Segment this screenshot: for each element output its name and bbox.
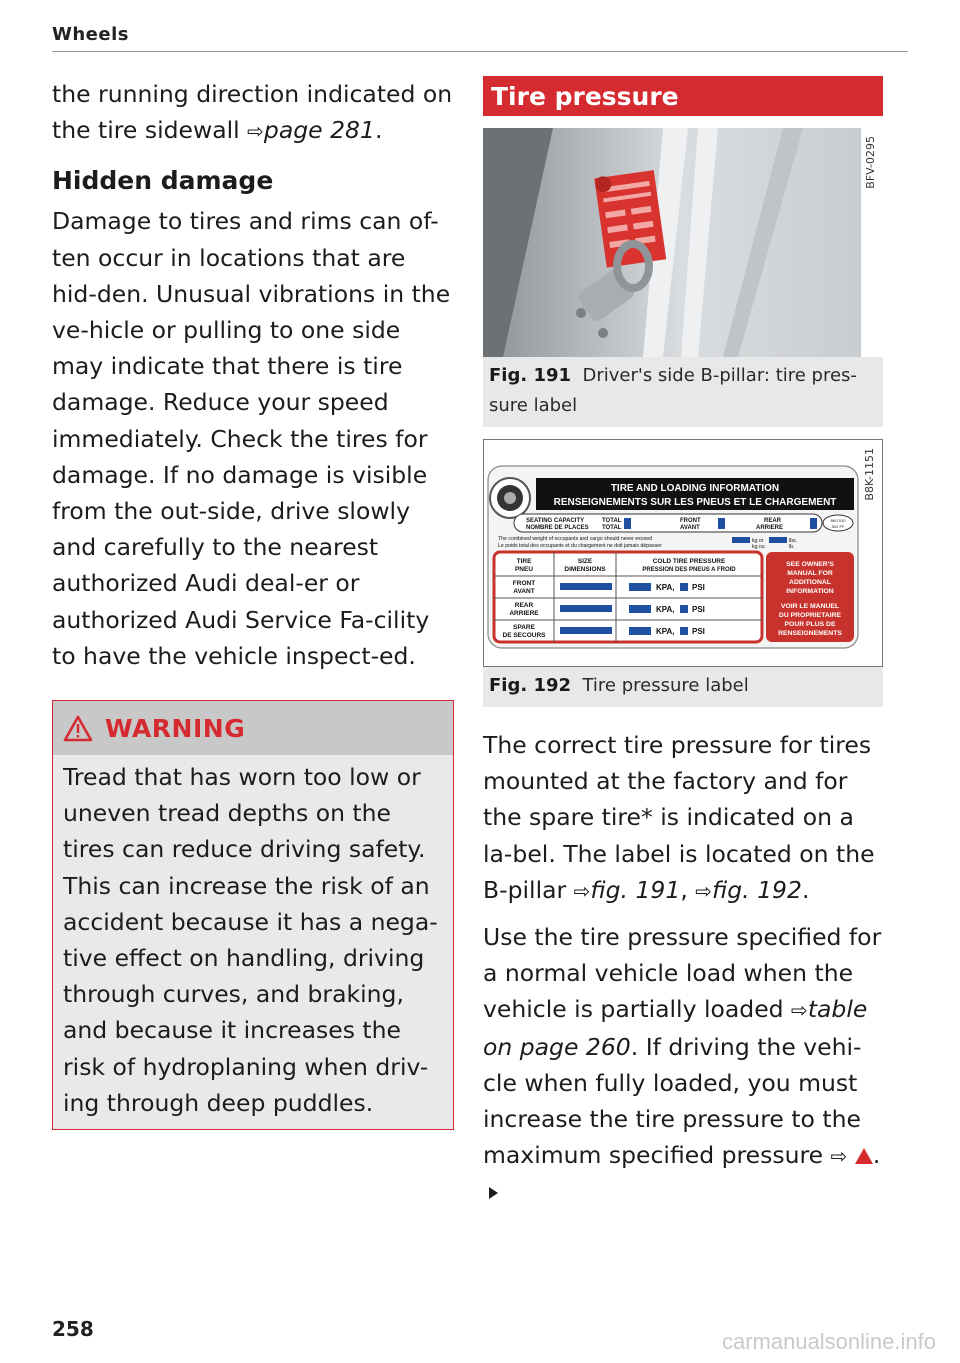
svg-text:PSI: PSI — [692, 605, 705, 614]
figure-code: B8K-1151 — [860, 440, 882, 666]
svg-text:KPA,: KPA, — [656, 583, 675, 592]
warning-header — [53, 701, 453, 755]
svg-text:RENSEIGNEMENTS SUR LES PNEUS E: RENSEIGNEMENTS SUR LES PNEUS ET LE CHARGEMENT — [553, 497, 837, 508]
paragraph-running-direction: the running direction indicated on the tire sidewall ⇨page 281. — [52, 80, 453, 145]
svg-text:DIMENSIONS: DIMENSIONS — [564, 566, 606, 573]
svg-text:DU PROPRIETAIRE: DU PROPRIETAIRE — [778, 612, 842, 619]
figure-code: BFV-0295 — [861, 128, 883, 357]
tire-loading-placard — [484, 440, 859, 666]
svg-text:KPA,: KPA, — [656, 627, 675, 636]
svg-text:kg ou: kg ou — [752, 544, 765, 550]
svg-text:SEATING CAPACITY: SEATING CAPACITY — [526, 518, 585, 524]
warning-triangle-icon — [63, 715, 93, 742]
svg-text:AVANT: AVANT — [680, 525, 700, 531]
svg-text:ARRIERE: ARRIERE — [756, 525, 784, 531]
svg-text:SIZE: SIZE — [577, 558, 593, 565]
svg-text:RENSEIGNEMENTS: RENSEIGNEMENTS — [778, 630, 842, 637]
svg-text:The combined weight of occupan: The combined weight of occupants and cargo should never exceed — [498, 536, 652, 542]
b-pillar-illustration — [483, 128, 883, 357]
svg-text:TOTAL: TOTAL — [602, 518, 622, 524]
svg-text:lbs.: lbs. — [789, 538, 798, 544]
svg-text:502 FF: 502 FF — [831, 524, 845, 529]
figure-192-link[interactable]: fig. 192 — [712, 875, 802, 904]
svg-text:NOMBRE DE PLACES: NOMBRE DE PLACES — [526, 525, 589, 531]
svg-text:PSI: PSI — [692, 627, 705, 636]
hidden-damage-heading: Hidden damage — [52, 166, 274, 196]
b-pillar-photo — [483, 128, 883, 357]
svg-text:FRONT: FRONT — [680, 518, 701, 524]
paragraph-correct-pressure: The correct tire pressure for tires mounted at the factory and for the spare tire* is indicated on a la-bel. The label is located on the B-pillar ⇨fig. 191, ⇨fig. 192. — [483, 731, 875, 904]
svg-text:ADDITIONAL: ADDITIONAL — [789, 579, 831, 586]
figure-191-caption: Fig. 191 Driver's side B-pillar: tire pres-sure label — [489, 365, 857, 416]
figure-191 — [483, 128, 883, 427]
svg-text:lb.: lb. — [789, 544, 795, 550]
svg-text:INFORMATION: INFORMATION — [786, 588, 834, 595]
svg-text:SPARE: SPARE — [513, 624, 535, 631]
svg-text:TIRE: TIRE — [516, 558, 532, 565]
svg-text:FRONT: FRONT — [512, 580, 536, 587]
warning-text: Tread that has worn too low or uneven tread depths on the tires can reduce driving safety. This can increase the risk of an accident because it has a nega-tive effect on handling, driving through curves, and braking, and because it increases the risk of hydroplaning when driv-ing through deep puddles. — [63, 763, 438, 1117]
svg-text:ARRIERE: ARRIERE — [509, 610, 539, 617]
figure-191-link[interactable]: fig. 191 — [590, 875, 681, 904]
svg-text:MANUAL FOR: MANUAL FOR — [787, 570, 833, 577]
svg-text:PRESSION DES PNEUS A FROID: PRESSION DES PNEUS A FROID — [642, 567, 736, 573]
warning-box — [52, 700, 454, 1130]
svg-text:REAR: REAR — [764, 518, 782, 524]
svg-text:PNEU: PNEU — [514, 566, 534, 573]
svg-text:SEE OWNER'S: SEE OWNER'S — [786, 561, 834, 568]
arrow-icon: ⇨ — [791, 998, 808, 1023]
left-column — [52, 76, 454, 1130]
svg-text:Le poids total des occupants e: Le poids total des occupants et du chargement ne doit jamais dépasser — [498, 543, 662, 549]
figure-192 — [483, 439, 883, 707]
arrow-icon: ⇨ — [830, 1144, 848, 1169]
right-column — [483, 76, 883, 1211]
svg-text:VOIR LE MANUEL: VOIR LE MANUEL — [780, 603, 840, 610]
section-title: Tire pressure — [483, 76, 883, 116]
svg-text:8K0 010: 8K0 010 — [830, 518, 846, 523]
table-link[interactable]: table on page 260 — [483, 995, 868, 1061]
svg-text:POUR PLUS DE: POUR PLUS DE — [784, 621, 836, 628]
arrow-icon: ⇨ — [695, 878, 713, 903]
tire-pressure-label-illustration — [483, 439, 883, 667]
svg-text:TIRE AND LOADING INFORMATION: TIRE AND LOADING INFORMATION — [610, 483, 780, 494]
warning-title: WARNING — [105, 713, 246, 743]
svg-text:REAR: REAR — [514, 602, 534, 609]
figure-192-caption: Fig. 192 Tire pressure label — [489, 675, 749, 696]
page-link[interactable]: page 281 — [263, 116, 375, 145]
watermark: carmanualsonline.info — [721, 1329, 936, 1354]
arrow-icon: ⇨ — [247, 119, 264, 144]
continue-arrow-icon — [489, 1187, 498, 1199]
header-rule — [52, 51, 908, 52]
svg-text:PSI: PSI — [692, 583, 705, 592]
svg-text:KPA,: KPA, — [656, 605, 675, 614]
svg-text:kg or: kg or — [752, 538, 764, 544]
warning-triangle-icon[interactable] — [855, 1148, 873, 1164]
paragraph-hidden-damage: Damage to tires and rims can of-ten occur in locations that are hid-den. Unusual vibrations in the ve-hicle or pulling to one side may indicate that there is tire damage. Reduce your speed immediately. Check the tires for damage. If no damage is visible from the out-side, drive slowly and carefully to the nearest authorized Audi deal-er or authorized Audi Service Fa-cility to have the vehicle inspect-ed. — [52, 207, 451, 670]
svg-text:AVANT: AVANT — [513, 588, 535, 595]
running-header: Wheels — [52, 24, 129, 45]
paragraph-use-pressure: Use the tire pressure specified for a normal vehicle load when the vehicle is partially loaded ⇨table on page 260. If driving the vehi-cle when fully loaded, you must increase the tire pressure to the maximum specified pressure ⇨ . — [483, 919, 883, 1211]
svg-text:COLD TIRE PRESSURE: COLD TIRE PRESSURE — [652, 558, 726, 565]
svg-text:TOTAL: TOTAL — [602, 525, 622, 531]
page-number: 258 — [52, 1317, 94, 1341]
tire-icon — [490, 478, 530, 518]
svg-text:DE SECOURS: DE SECOURS — [502, 632, 546, 639]
arrow-icon: ⇨ — [573, 878, 591, 903]
